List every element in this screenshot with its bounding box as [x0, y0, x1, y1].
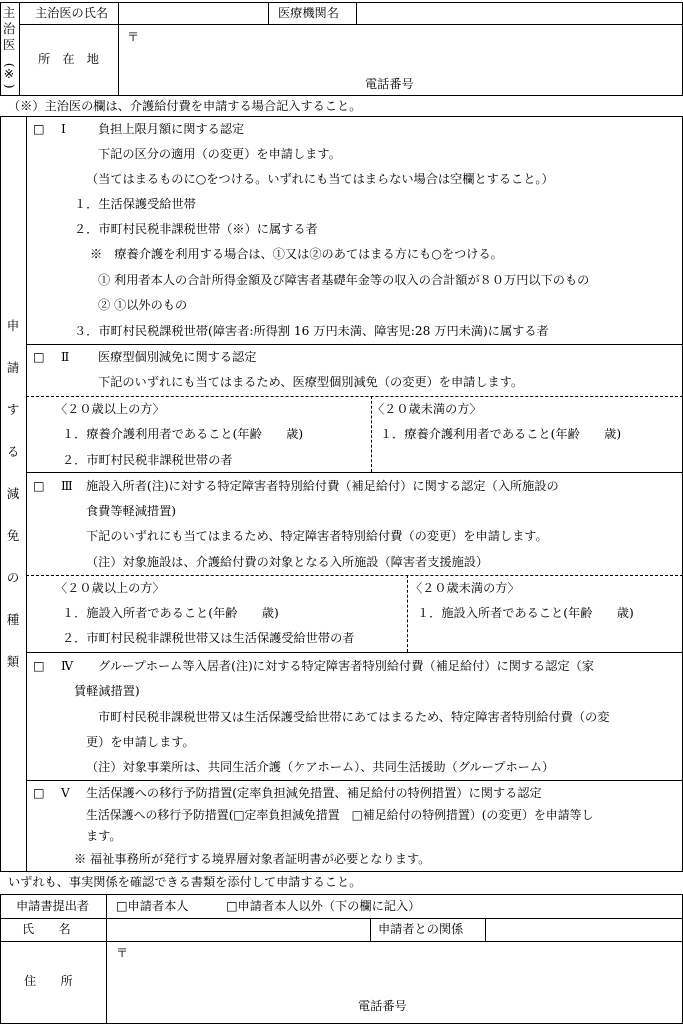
s2-title: 医療型個別減免に関する認定: [98, 350, 257, 364]
s3-number: Ⅲ: [61, 479, 73, 493]
s1-item2-option2: ② ①以外のもの: [98, 298, 188, 312]
applicant-address-label: 住 所: [24, 974, 73, 988]
s5-note: ※ 福祉事務所が発行する境界層対象者証明書が必要となります。: [74, 852, 431, 866]
s3-note: （注）対象施設は、介護給付費の対象となる入所施設（障害者支援施設）: [86, 555, 489, 569]
s1-item2-option1: ① 利用者本人の合計所得金額及び障害者基礎年金等の収入の合計額が８０万円以下のもの: [98, 273, 590, 287]
s2-checkbox[interactable]: □: [33, 350, 45, 364]
s4-desc1: 市町村民税非課税世帯又は生活保護受給世帯にあてはまるため、特定障害者特別給付費（の変: [98, 710, 610, 724]
s3-left-item2: ２．市町村民税非課税世帯又は生活保護受給世帯の者: [62, 631, 355, 645]
applicant-phone-label: 電話番号: [358, 999, 407, 1013]
s3-right-head: 〈２０歳未満の方〉: [410, 581, 520, 595]
s4-title1: グループホーム等入居者(注)に対する特定障害者特別給付費（補足給付）に関する認定（家: [98, 659, 595, 673]
s4-desc2: 更）を申請します。: [86, 735, 195, 749]
s1-title: 負担上限月額に関する認定: [98, 122, 245, 136]
doctor-postal-mark: 〒: [127, 30, 140, 44]
s2-left-item1: １．療養介護利用者であること(年齢 歳): [62, 427, 304, 441]
applicant-name-field[interactable]: [108, 920, 368, 939]
s2-number: Ⅱ: [61, 350, 70, 364]
submitter-other-option[interactable]: □申請者本人以外（下の欄に記入）: [226, 899, 421, 913]
doctor-name-label: 主治医の氏名: [35, 6, 109, 20]
s3-title1: 施設入所者(注)に対する特定障害者特別給付費（補足給付）に関する認定（入所施設の: [86, 479, 559, 493]
s5-desc1: 生活保護への移行予防措置(□定率負担減免措置 □補足給付の特例措置）(の変更）を申請等し: [86, 808, 594, 822]
institution-label: 医療機関名: [278, 6, 339, 20]
submitter-label: 申請書提出者: [16, 899, 90, 913]
s3-desc: 下記のいずれにも当てはまるため、特定障害者特別給付費（の変更）を申請します。: [86, 529, 548, 543]
s1-checkbox[interactable]: □: [33, 122, 45, 136]
institution-field[interactable]: [358, 4, 680, 22]
s3-right-item1: １．施設入所者であること(年齢 歳): [417, 606, 634, 620]
attachment-note: いずれも、事実関係を確認できる書類を添付して申請すること。: [8, 875, 362, 889]
doctor-side-label: 主 治 医 ( ※ ): [2, 5, 18, 89]
s4-checkbox[interactable]: □: [33, 659, 45, 673]
applicant-name-label: 氏 名: [22, 922, 71, 936]
doctor-note: （※）主治医の欄は、介護給付費を申請する場合記入すること。: [8, 99, 362, 113]
doctor-name-field[interactable]: [120, 4, 266, 22]
s2-right-item1: １．療養介護利用者であること(年齢 歳): [380, 427, 622, 441]
relation-field[interactable]: [487, 920, 680, 939]
s1-item3: ３．市町村民税課税世帯(障害者:所得割 16 万円未満、障害児:28 万円未満)に属する者: [74, 324, 549, 338]
applicant-postal-mark: 〒: [116, 946, 129, 960]
s1-item1: １．生活保護受給世帯: [74, 197, 196, 211]
s4-title2: 賃軽減措置): [74, 684, 140, 698]
s4-note: （注）対象事業所は、共同生活介護（ケアホーム）、共同生活援助（グループホーム）: [86, 760, 555, 774]
s5-desc2: ます。: [86, 829, 122, 843]
s1-item2-note: ※ 療養介護を利用する場合は、①又は②のあてはまる方にも○をつける。: [90, 247, 503, 261]
s1-item2: ２．市町村民税非課税世帯（※）に属する者: [74, 222, 318, 236]
s3-title2: 食費等軽減措置): [86, 504, 177, 518]
relation-label: 申請者との関係: [378, 922, 464, 936]
s5-title: 生活保護への移行予防措置(定率負担減免措置、補足給付の特例措置）に関する認定: [86, 786, 542, 800]
submitter-self-option[interactable]: □申請者本人: [116, 899, 189, 913]
doctor-phone-label: 電話番号: [365, 77, 414, 91]
s3-checkbox[interactable]: □: [33, 479, 45, 493]
s3-left-head: 〈２０歳以上の方〉: [55, 581, 165, 595]
s2-desc: 下記のいずれにも当てはまるため、医療型個別減免（の変更）を申請します。: [98, 375, 524, 389]
s2-left-head: 〈２０歳以上の方〉: [55, 402, 165, 416]
s1-desc: 下記の区分の適用（の変更）を申請します。: [98, 147, 341, 161]
s5-checkbox[interactable]: □: [33, 786, 45, 800]
s3-left-item1: １．施設入所者であること(年齢 歳): [62, 606, 279, 620]
reduction-side-label: 申 請 す る 減 免 の 種 類: [6, 318, 20, 669]
doctor-address-label: 所 在 地: [38, 52, 99, 66]
s2-right-head: 〈２０歳未満の方〉: [372, 402, 482, 416]
s4-number: Ⅳ: [61, 659, 74, 673]
s2-left-item2: ２．市町村民税非課税世帯の者: [62, 453, 233, 467]
s1-note: （当てはまるものに○をつける。いずれにも当てはまらない場合は空欄とすること。）: [86, 172, 554, 186]
s1-number: Ⅰ: [61, 122, 66, 136]
s5-number: Ⅴ: [61, 786, 70, 800]
